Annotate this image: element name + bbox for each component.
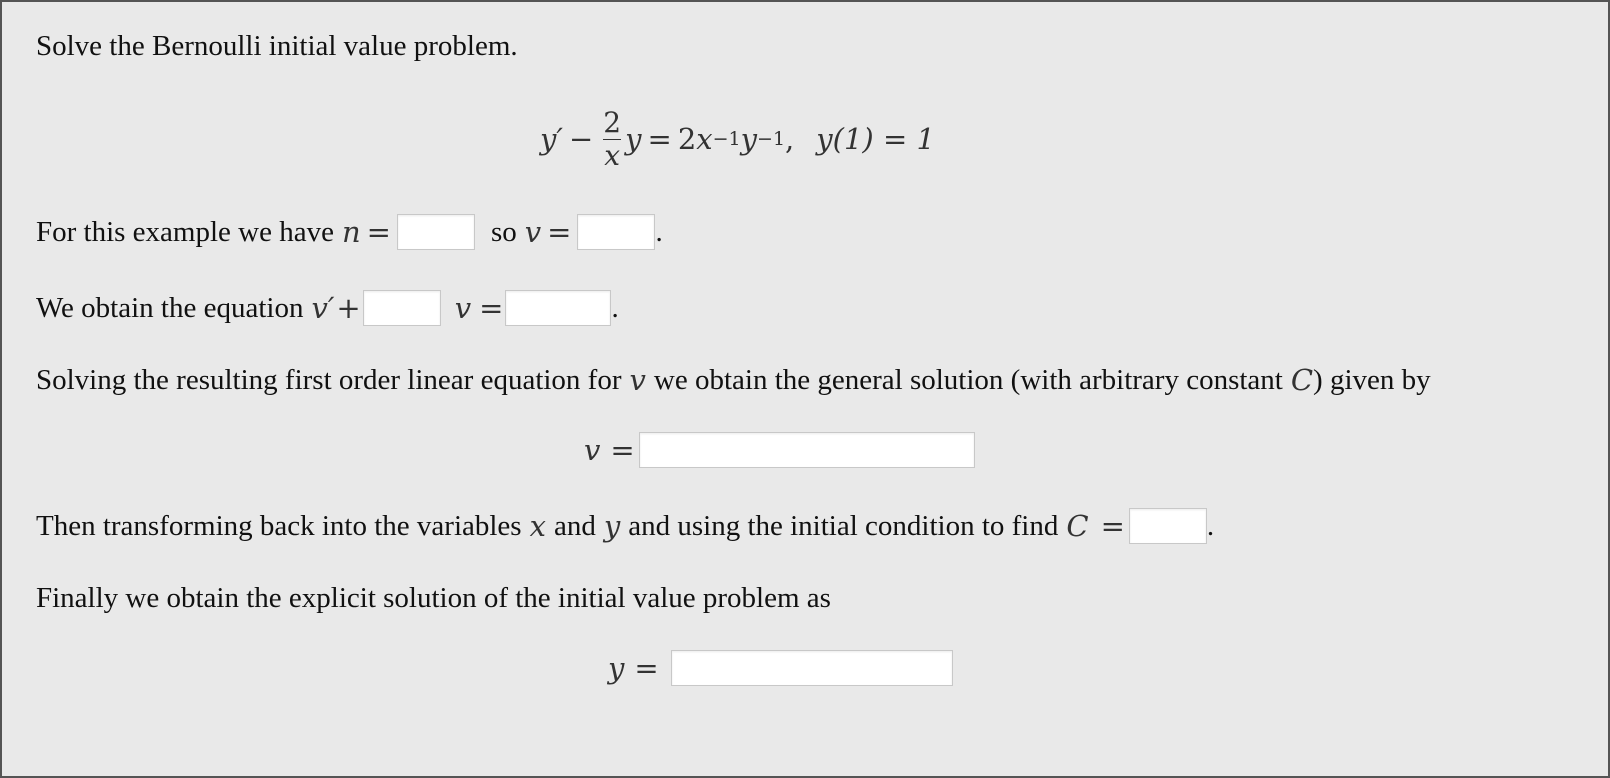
line4-text-a: Then transforming back into the variables bbox=[36, 509, 522, 542]
eq-exp2: −1 bbox=[757, 128, 786, 150]
line2-text: We obtain the equation bbox=[36, 291, 304, 324]
n-symbol: n bbox=[341, 215, 361, 249]
general-solution-row bbox=[584, 430, 975, 470]
equals-4: = bbox=[1100, 509, 1125, 543]
line4-text-b: and using the initial condition to find bbox=[628, 509, 1059, 542]
y-symbol-2: y bbox=[608, 651, 625, 685]
eq-comma: , bbox=[785, 122, 795, 156]
line1-period: . bbox=[655, 215, 663, 248]
explicit-solution-row bbox=[608, 648, 953, 688]
line3-text-a: Solving the resulting first order linear equation for bbox=[36, 363, 622, 396]
v-symbol-4: v bbox=[584, 433, 601, 467]
eq-fraction bbox=[603, 105, 622, 172]
line-n-v bbox=[36, 212, 663, 252]
equals-2: = bbox=[479, 291, 504, 325]
y-symbol: y bbox=[603, 509, 621, 543]
v-equals: = bbox=[547, 215, 572, 249]
line5-text: Finally we obtain the explicit solution of the initial value problem as bbox=[36, 581, 831, 614]
line4-period: . bbox=[1206, 509, 1215, 542]
plus-sign: + bbox=[336, 291, 361, 325]
general-solution-input[interactable] bbox=[639, 432, 975, 468]
eq-rhs-y: y bbox=[740, 122, 758, 156]
line4-and: and bbox=[553, 509, 596, 542]
line-linear-eq bbox=[36, 288, 619, 328]
line1-text: For this example we have bbox=[36, 215, 334, 248]
eq-frac-den: x bbox=[604, 138, 621, 172]
line-explicit-text bbox=[36, 578, 831, 618]
equals-3: = bbox=[610, 433, 635, 467]
rhs-input[interactable] bbox=[505, 290, 611, 326]
eq-initial-condition: y(1) = 1 bbox=[816, 122, 935, 156]
n-input[interactable] bbox=[397, 214, 475, 250]
eq-frac-num: 2 bbox=[603, 105, 622, 139]
equals-5: = bbox=[634, 651, 659, 685]
explicit-solution-input[interactable] bbox=[671, 650, 953, 686]
v-symbol-3: v bbox=[629, 363, 646, 397]
n-equals: = bbox=[366, 215, 391, 249]
c-symbol-2: C bbox=[1066, 509, 1089, 543]
v-symbol-2: v bbox=[454, 291, 472, 325]
eq-equals: = bbox=[647, 122, 672, 156]
line-general-solution-text bbox=[36, 360, 1431, 400]
line2-period: . bbox=[611, 291, 619, 324]
eq-minus: − bbox=[568, 122, 594, 156]
eq-rhs-coef: 2 bbox=[677, 122, 697, 156]
intro-label: Solve the Bernoulli initial value problem. bbox=[36, 30, 518, 62]
eq-y: y bbox=[625, 122, 642, 156]
intro-text bbox=[36, 30, 518, 63]
coefficient-input[interactable] bbox=[363, 290, 441, 326]
line-find-c bbox=[36, 506, 1214, 546]
bernoulli-equation bbox=[540, 94, 935, 184]
v-symbol: v bbox=[524, 215, 542, 249]
eq-y-prime: y′ bbox=[540, 122, 563, 156]
c-input[interactable] bbox=[1129, 508, 1207, 544]
eq-rhs-x: x bbox=[696, 122, 713, 156]
line3-text-b: we obtain the general solution (with arbitrary constant bbox=[653, 363, 1283, 396]
c-symbol: C bbox=[1290, 363, 1314, 397]
v-prime-symbol: v′ bbox=[311, 291, 335, 325]
eq-exp1: −1 bbox=[712, 128, 741, 150]
line3-text-c: ) given by bbox=[1313, 363, 1431, 396]
so-text: so bbox=[490, 215, 517, 248]
x-symbol: x bbox=[529, 509, 546, 543]
v-input[interactable] bbox=[577, 214, 655, 250]
